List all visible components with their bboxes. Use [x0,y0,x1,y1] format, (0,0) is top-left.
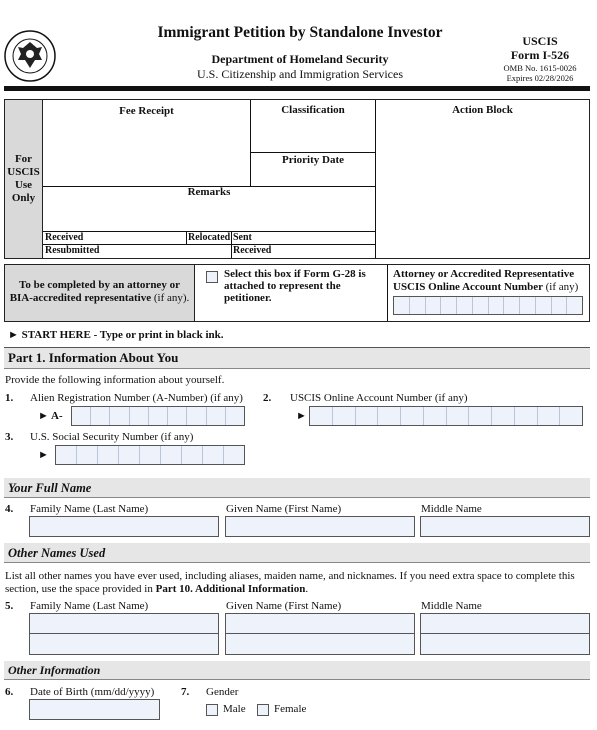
given-name-input[interactable] [225,516,415,537]
action-block-label: Action Block [452,104,513,116]
omb-number: OMB No. 1615-0026 [503,63,577,73]
office-use-block [4,99,590,259]
gender-label: Gender [206,686,239,698]
family-name-input[interactable] [29,516,219,537]
other-given-name-label: Given Name (First Name) [226,600,342,612]
full-name-heading: Your Full Name [8,481,92,495]
part1-heading: Part 1. Information About You [8,350,179,365]
header-rule [4,86,590,91]
received-label: Received [45,232,84,243]
start-here-instruction: ► START HERE - Type or print in black ink. [8,329,224,341]
online-account-label: USCIS Online Account Number (if any) [290,392,468,404]
female-label: Female [274,703,307,715]
male-label: Male [223,703,246,715]
resubmitted-label: Resubmitted [45,245,100,256]
female-checkbox[interactable] [257,704,269,716]
received2-label: Received [233,245,272,256]
other-family-name-input-2[interactable] [29,634,219,655]
fee-receipt-label: Fee Receipt [119,105,174,117]
other-middle-name-label: Middle Name [421,600,482,612]
expiration-date: Expires 02/28/2026 [506,73,574,83]
a-number-prefix: ► A- [38,410,63,422]
q6-number: 6. [5,686,14,698]
other-given-name-input-2[interactable] [225,634,415,655]
relocated-label: Relocated [188,232,231,243]
dob-input[interactable] [29,699,160,720]
ssn-prefix: ► [38,449,49,461]
q1-number: 1. [5,392,14,404]
classification-label: Classification [281,104,345,116]
a-number-label: Alien Registration Number (A-Number) (if any) [30,392,243,404]
dhs-seal-icon [4,30,56,82]
attorney-left-text: To be completed by an attorney or BIA-accredited representative (if any). [9,279,190,304]
given-name-label: Given Name (First Name) [226,503,342,515]
q7-number: 7. [181,686,190,698]
attorney-account-input[interactable] [393,296,583,315]
online-account-prefix: ► [296,410,307,422]
remarks-label: Remarks [187,186,231,198]
a-number-input[interactable] [71,406,245,426]
attorney-account-label: Attorney or Accredited Representative USCIS Online Account Number (if any) [393,268,579,293]
online-account-input[interactable] [309,406,583,426]
other-names-heading: Other Names Used [8,546,106,560]
full-name-heading-bar [4,478,590,498]
q3-number: 3. [5,431,14,443]
q4-number: 4. [5,503,14,515]
middle-name-label: Middle Name [421,503,482,515]
other-family-name-input-1[interactable] [29,613,219,634]
part1-intro: Provide the following information about yourself. [5,374,225,386]
uscis-label: USCIS [522,34,558,48]
department-name: Department of Homeland Security [211,52,389,66]
q5-number: 5. [5,600,14,612]
g28-checkbox-label: Select this box if Form G-28 is attached to represent the petitioner. [224,268,366,304]
ssn-input[interactable] [55,445,245,465]
office-use-label: For USCIS Use Only [7,153,40,204]
sent-label: Sent [233,232,252,243]
dhs-seal [4,30,56,82]
other-info-heading: Other Information [8,663,101,677]
priority-date-label: Priority Date [282,154,344,166]
male-checkbox[interactable] [206,704,218,716]
middle-name-input[interactable] [420,516,590,537]
form-title: Immigrant Petition by Standalone Investor [157,24,443,41]
family-name-label: Family Name (Last Name) [30,503,149,515]
other-family-name-label: Family Name (Last Name) [30,600,149,612]
other-names-instructions: List all other names you have ever used, including aliases, maiden name, and nicknames. If you need extra space to complete this section, use the space provided in Part 10. Additional Information. [5,570,575,595]
agency-name: U.S. Citizenship and Immigration Services [197,67,403,81]
q2-number: 2. [263,392,272,404]
dob-label: Date of Birth (mm/dd/yyyy) [30,686,155,698]
form-number: Form I-526 [510,48,570,62]
other-middle-name-input-2[interactable] [420,634,590,655]
other-given-name-input-1[interactable] [225,613,415,634]
other-middle-name-input-1[interactable] [420,613,590,634]
ssn-label: U.S. Social Security Number (if any) [30,431,194,443]
g28-checkbox[interactable] [206,271,218,283]
